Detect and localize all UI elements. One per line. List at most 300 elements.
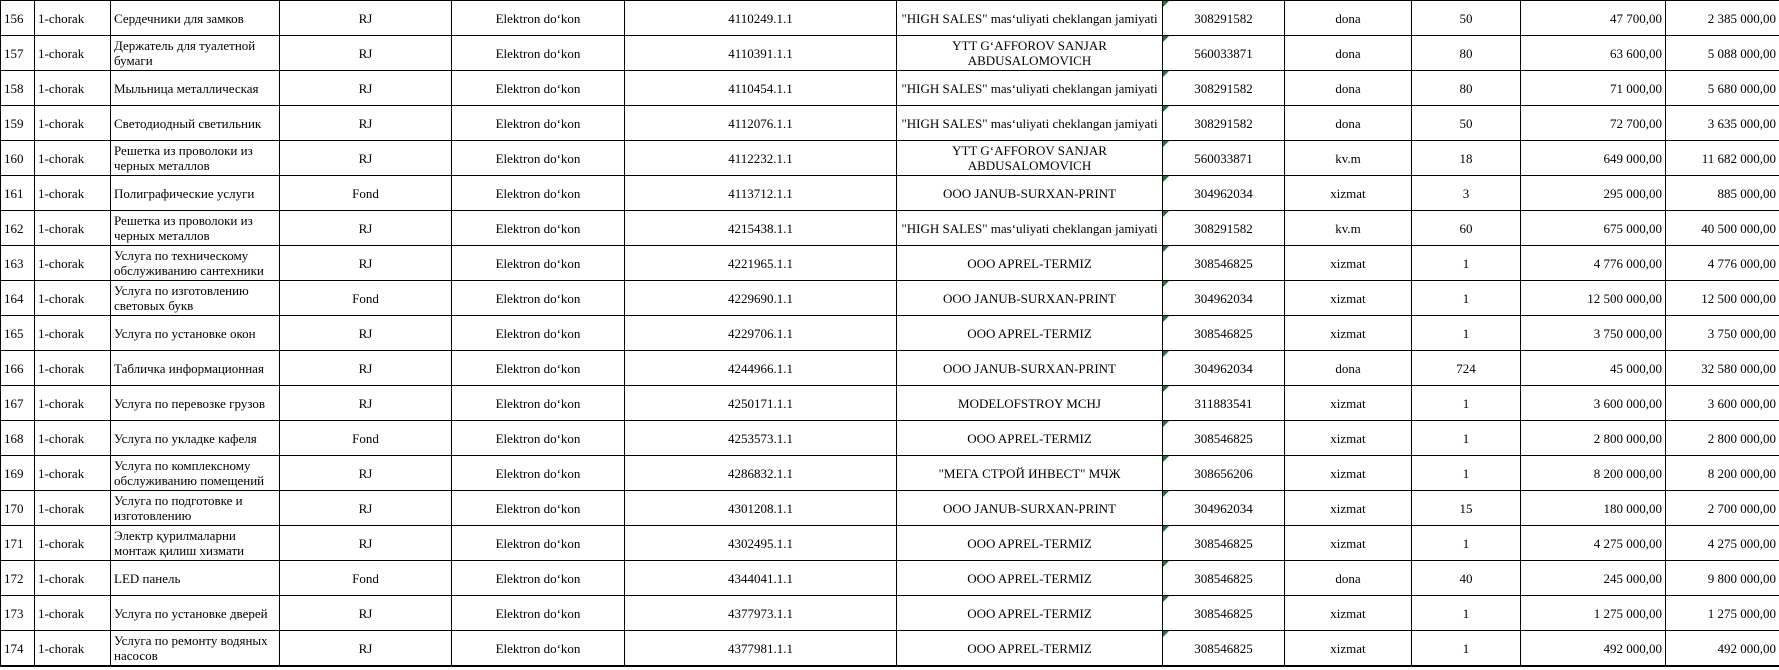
procurement-method-cell[interactable] bbox=[452, 456, 625, 491]
unit-price-cell[interactable] bbox=[1521, 456, 1666, 491]
procurement-method-text: Elektron do‘kon bbox=[495, 605, 581, 621]
total-amount-cell[interactable] bbox=[1666, 141, 1779, 176]
item-name-cell[interactable] bbox=[111, 351, 280, 386]
table-row bbox=[1, 106, 1779, 141]
item-name-cell[interactable] bbox=[111, 246, 280, 281]
supplier-cell[interactable] bbox=[897, 316, 1163, 351]
funding-source-cell[interactable] bbox=[280, 596, 452, 631]
table-row bbox=[1, 1, 1779, 36]
inn-cell[interactable] bbox=[1163, 71, 1285, 106]
unit-price-cell[interactable] bbox=[1521, 386, 1666, 421]
row-number-cell[interactable] bbox=[1, 141, 35, 176]
row-number-cell[interactable] bbox=[1, 561, 35, 596]
period-cell[interactable] bbox=[35, 421, 111, 456]
quantity-cell[interactable] bbox=[1412, 106, 1521, 141]
unit-text: xizmat bbox=[1330, 500, 1366, 516]
procurement-method-cell[interactable] bbox=[452, 281, 625, 316]
procurement-method-cell[interactable] bbox=[452, 631, 625, 666]
inn-cell[interactable] bbox=[1163, 631, 1285, 666]
contract-code-text: 4244966.1.1 bbox=[728, 360, 793, 376]
procurement-method-cell[interactable] bbox=[452, 526, 625, 561]
period-cell[interactable] bbox=[35, 491, 111, 526]
item-name-text: Услуга по перевозке грузов bbox=[114, 395, 266, 411]
funding-source-cell[interactable] bbox=[280, 631, 452, 666]
quantity-cell[interactable] bbox=[1412, 71, 1521, 106]
supplier-text: OOO APREL-TERMIZ bbox=[967, 325, 1092, 341]
contract-code-cell[interactable] bbox=[625, 71, 897, 106]
item-name-cell[interactable] bbox=[111, 281, 280, 316]
unit-price-cell[interactable] bbox=[1521, 351, 1666, 386]
unit-cell[interactable] bbox=[1285, 596, 1412, 631]
period-cell[interactable] bbox=[35, 71, 111, 106]
inn-cell[interactable] bbox=[1163, 561, 1285, 596]
unit-price-cell[interactable] bbox=[1521, 526, 1666, 561]
item-name-cell[interactable] bbox=[111, 106, 280, 141]
item-name-cell[interactable] bbox=[111, 561, 280, 596]
total-amount-cell[interactable] bbox=[1666, 351, 1779, 386]
period-text: 1-chorak bbox=[38, 570, 85, 586]
period-text: 1-chorak bbox=[38, 640, 85, 656]
cell-comment-marker-icon bbox=[1163, 526, 1169, 532]
supplier-cell[interactable] bbox=[897, 211, 1163, 246]
total-amount-cell[interactable] bbox=[1666, 36, 1779, 71]
total-amount-cell[interactable] bbox=[1666, 71, 1779, 106]
procurement-method-cell[interactable] bbox=[452, 596, 625, 631]
supplier-text: "HIGH SALES" mas‘uliyati cheklangan jamiyati bbox=[901, 10, 1158, 26]
funding-source-cell[interactable] bbox=[280, 246, 452, 281]
row-number-cell[interactable] bbox=[1, 106, 35, 141]
quantity-cell[interactable] bbox=[1412, 596, 1521, 631]
procurement-method-cell[interactable] bbox=[452, 71, 625, 106]
table-row bbox=[1, 561, 1779, 596]
procurement-method-cell[interactable] bbox=[452, 211, 625, 246]
quantity-cell[interactable] bbox=[1412, 491, 1521, 526]
quantity-cell[interactable] bbox=[1412, 386, 1521, 421]
row-number-cell[interactable] bbox=[1, 1, 35, 36]
inn-text: 308291582 bbox=[1194, 115, 1253, 131]
quantity-cell[interactable] bbox=[1412, 316, 1521, 351]
period-cell[interactable] bbox=[35, 211, 111, 246]
total-amount-cell[interactable] bbox=[1666, 631, 1779, 666]
supplier-cell[interactable] bbox=[897, 456, 1163, 491]
row-number-cell[interactable] bbox=[1, 351, 35, 386]
supplier-cell[interactable] bbox=[897, 246, 1163, 281]
cell-comment-marker-icon bbox=[1163, 561, 1169, 567]
inn-cell[interactable] bbox=[1163, 386, 1285, 421]
inn-text: 308291582 bbox=[1194, 80, 1253, 96]
funding-source-text: RJ bbox=[358, 220, 373, 236]
row-number-text: 156 bbox=[4, 10, 24, 26]
funding-source-cell[interactable] bbox=[280, 36, 452, 71]
contract-code-cell[interactable] bbox=[625, 281, 897, 316]
row-number-cell[interactable] bbox=[1, 631, 35, 666]
funding-source-cell[interactable] bbox=[280, 71, 452, 106]
unit-price-cell[interactable] bbox=[1521, 281, 1666, 316]
inn-text: 304962034 bbox=[1194, 290, 1253, 306]
period-cell[interactable] bbox=[35, 246, 111, 281]
item-name-cell[interactable] bbox=[111, 211, 280, 246]
row-number-text: 174 bbox=[4, 640, 24, 656]
quantity-cell[interactable] bbox=[1412, 631, 1521, 666]
period-cell[interactable] bbox=[35, 106, 111, 141]
total-amount-cell[interactable] bbox=[1666, 1, 1779, 36]
inn-cell[interactable] bbox=[1163, 36, 1285, 71]
contract-code-cell[interactable] bbox=[625, 631, 897, 666]
period-cell[interactable] bbox=[35, 281, 111, 316]
total-amount-cell[interactable] bbox=[1666, 561, 1779, 596]
unit-text: dona bbox=[1335, 10, 1361, 26]
inn-cell[interactable] bbox=[1163, 1, 1285, 36]
unit-cell[interactable] bbox=[1285, 421, 1412, 456]
cell-comment-marker-icon bbox=[1163, 631, 1169, 637]
procurement-method-cell[interactable] bbox=[452, 1, 625, 36]
unit-price-cell[interactable] bbox=[1521, 631, 1666, 666]
contract-code-cell[interactable] bbox=[625, 456, 897, 491]
row-number-cell[interactable] bbox=[1, 316, 35, 351]
total-amount-text: 2 800 000,00 bbox=[1707, 430, 1776, 446]
funding-source-cell[interactable] bbox=[280, 316, 452, 351]
procurement-method-cell[interactable] bbox=[452, 246, 625, 281]
unit-cell[interactable] bbox=[1285, 316, 1412, 351]
procurement-method-text: Elektron do‘kon bbox=[495, 500, 581, 516]
item-name-cell[interactable] bbox=[111, 176, 280, 211]
funding-source-cell[interactable] bbox=[280, 281, 452, 316]
contract-code-cell[interactable] bbox=[625, 106, 897, 141]
contract-code-cell[interactable] bbox=[625, 596, 897, 631]
period-cell[interactable] bbox=[35, 456, 111, 491]
inn-text: 560033871 bbox=[1194, 45, 1253, 61]
funding-source-cell[interactable] bbox=[280, 456, 452, 491]
procurement-method-cell[interactable] bbox=[452, 316, 625, 351]
unit-cell[interactable] bbox=[1285, 176, 1412, 211]
period-cell[interactable] bbox=[35, 316, 111, 351]
row-number-text: 162 bbox=[4, 220, 24, 236]
quantity-cell[interactable] bbox=[1412, 561, 1521, 596]
unit-cell[interactable] bbox=[1285, 36, 1412, 71]
contract-code-text: 4112232.1.1 bbox=[728, 150, 793, 166]
contract-code-cell[interactable] bbox=[625, 246, 897, 281]
contract-code-cell[interactable] bbox=[625, 561, 897, 596]
quantity-cell[interactable] bbox=[1412, 526, 1521, 561]
inn-cell[interactable] bbox=[1163, 596, 1285, 631]
quantity-cell[interactable] bbox=[1412, 141, 1521, 176]
funding-source-cell[interactable] bbox=[280, 526, 452, 561]
supplier-cell[interactable] bbox=[897, 561, 1163, 596]
supplier-cell[interactable] bbox=[897, 176, 1163, 211]
contract-code-cell[interactable] bbox=[625, 351, 897, 386]
inn-cell[interactable] bbox=[1163, 211, 1285, 246]
unit-price-cell[interactable] bbox=[1521, 421, 1666, 456]
quantity-cell[interactable] bbox=[1412, 281, 1521, 316]
total-amount-cell[interactable] bbox=[1666, 246, 1779, 281]
row-number-cell[interactable] bbox=[1, 281, 35, 316]
total-amount-cell[interactable] bbox=[1666, 456, 1779, 491]
row-number-cell[interactable] bbox=[1, 596, 35, 631]
contract-code-cell[interactable] bbox=[625, 176, 897, 211]
inn-cell[interactable] bbox=[1163, 491, 1285, 526]
row-number-cell[interactable] bbox=[1, 36, 35, 71]
row-number-cell[interactable] bbox=[1, 456, 35, 491]
period-cell[interactable] bbox=[35, 561, 111, 596]
table-row bbox=[1, 141, 1779, 176]
row-number-cell[interactable] bbox=[1, 211, 35, 246]
unit-cell[interactable] bbox=[1285, 351, 1412, 386]
supplier-cell[interactable] bbox=[897, 36, 1163, 71]
total-amount-cell[interactable] bbox=[1666, 491, 1779, 526]
supplier-cell[interactable] bbox=[897, 281, 1163, 316]
unit-price-text: 72 700,00 bbox=[1610, 115, 1662, 131]
period-cell[interactable] bbox=[35, 141, 111, 176]
quantity-cell[interactable] bbox=[1412, 36, 1521, 71]
unit-cell[interactable] bbox=[1285, 491, 1412, 526]
funding-source-cell[interactable] bbox=[280, 561, 452, 596]
period-text: 1-chorak bbox=[38, 605, 85, 621]
row-number-text: 168 bbox=[4, 430, 24, 446]
contract-code-text: 4110391.1.1 bbox=[728, 45, 793, 61]
period-cell[interactable] bbox=[35, 596, 111, 631]
contract-code-cell[interactable] bbox=[625, 491, 897, 526]
period-text: 1-chorak bbox=[38, 395, 85, 411]
supplier-text: "HIGH SALES" mas‘uliyati cheklangan jamiyati bbox=[901, 220, 1158, 236]
item-name-text: Светодиодный светильник bbox=[114, 115, 262, 131]
unit-price-cell[interactable] bbox=[1521, 246, 1666, 281]
total-amount-cell[interactable] bbox=[1666, 211, 1779, 246]
item-name-cell[interactable] bbox=[111, 386, 280, 421]
unit-cell[interactable] bbox=[1285, 71, 1412, 106]
unit-price-cell[interactable] bbox=[1521, 106, 1666, 141]
table-row bbox=[1, 491, 1779, 526]
row-number-cell[interactable] bbox=[1, 176, 35, 211]
funding-source-cell[interactable] bbox=[280, 421, 452, 456]
unit-price-cell[interactable] bbox=[1521, 141, 1666, 176]
row-number-cell[interactable] bbox=[1, 71, 35, 106]
contract-code-cell[interactable] bbox=[625, 36, 897, 71]
period-cell[interactable] bbox=[35, 176, 111, 211]
quantity-text: 1 bbox=[1462, 640, 1470, 656]
unit-price-cell[interactable] bbox=[1521, 176, 1666, 211]
item-name-cell[interactable] bbox=[111, 526, 280, 561]
period-text: 1-chorak bbox=[38, 115, 85, 131]
item-name-cell[interactable] bbox=[111, 456, 280, 491]
row-number-cell[interactable] bbox=[1, 246, 35, 281]
item-name-text: Электр қурилмаларни монтаж қилиш хизмати bbox=[114, 528, 245, 558]
procurement-method-cell[interactable] bbox=[452, 141, 625, 176]
total-amount-cell[interactable] bbox=[1666, 316, 1779, 351]
row-number-text: 167 bbox=[4, 395, 24, 411]
supplier-cell[interactable] bbox=[897, 71, 1163, 106]
procurement-method-cell[interactable] bbox=[452, 421, 625, 456]
funding-source-cell[interactable] bbox=[280, 1, 452, 36]
funding-source-cell[interactable] bbox=[280, 211, 452, 246]
funding-source-text: RJ bbox=[358, 325, 373, 341]
row-number-text: 158 bbox=[4, 80, 24, 96]
unit-text: dona bbox=[1335, 115, 1361, 131]
supplier-cell[interactable] bbox=[897, 631, 1163, 666]
period-cell[interactable] bbox=[35, 631, 111, 666]
unit-price-cell[interactable] bbox=[1521, 36, 1666, 71]
procurement-method-text: Elektron do‘kon bbox=[495, 465, 581, 481]
inn-cell[interactable] bbox=[1163, 141, 1285, 176]
item-name-cell[interactable] bbox=[111, 596, 280, 631]
total-amount-text: 885 000,00 bbox=[1717, 185, 1776, 201]
quantity-cell[interactable] bbox=[1412, 456, 1521, 491]
period-cell[interactable] bbox=[35, 386, 111, 421]
total-amount-text: 5 088 000,00 bbox=[1707, 45, 1776, 61]
procurement-method-text: Elektron do‘kon bbox=[495, 150, 581, 166]
unit-price-cell[interactable] bbox=[1521, 1, 1666, 36]
unit-cell[interactable] bbox=[1285, 141, 1412, 176]
quantity-cell[interactable] bbox=[1412, 176, 1521, 211]
unit-price-text: 63 600,00 bbox=[1610, 45, 1662, 61]
unit-price-cell[interactable] bbox=[1521, 316, 1666, 351]
total-amount-cell[interactable] bbox=[1666, 281, 1779, 316]
total-amount-cell[interactable] bbox=[1666, 106, 1779, 141]
supplier-cell[interactable] bbox=[897, 106, 1163, 141]
inn-cell[interactable] bbox=[1163, 456, 1285, 491]
supplier-text: OOO JANUB-SURXAN-PRINT bbox=[943, 290, 1116, 306]
unit-cell[interactable] bbox=[1285, 456, 1412, 491]
procurement-method-cell[interactable] bbox=[452, 561, 625, 596]
contract-code-text: 4286832.1.1 bbox=[728, 465, 793, 481]
table-row bbox=[1, 526, 1779, 561]
total-amount-cell[interactable] bbox=[1666, 176, 1779, 211]
total-amount-text: 5 680 000,00 bbox=[1707, 80, 1776, 96]
item-name-cell[interactable] bbox=[111, 1, 280, 36]
unit-cell[interactable] bbox=[1285, 211, 1412, 246]
item-name-text: Полиграфические услуги bbox=[114, 185, 255, 201]
procurement-method-cell[interactable] bbox=[452, 491, 625, 526]
supplier-cell[interactable] bbox=[897, 1, 1163, 36]
supplier-text: YTT G‘AFFOROV SANJAR ABDUSALOMOVICH bbox=[952, 143, 1107, 173]
unit-price-cell[interactable] bbox=[1521, 561, 1666, 596]
total-amount-cell[interactable] bbox=[1666, 596, 1779, 631]
funding-source-cell[interactable] bbox=[280, 491, 452, 526]
item-name-cell[interactable] bbox=[111, 421, 280, 456]
quantity-cell[interactable] bbox=[1412, 211, 1521, 246]
period-text: 1-chorak bbox=[38, 290, 85, 306]
supplier-cell[interactable] bbox=[897, 421, 1163, 456]
procurement-method-cell[interactable] bbox=[452, 386, 625, 421]
contract-code-cell[interactable] bbox=[625, 421, 897, 456]
supplier-cell[interactable] bbox=[897, 526, 1163, 561]
inn-cell[interactable] bbox=[1163, 316, 1285, 351]
period-cell[interactable] bbox=[35, 1, 111, 36]
funding-source-cell[interactable] bbox=[280, 386, 452, 421]
unit-price-cell[interactable] bbox=[1521, 596, 1666, 631]
contract-code-cell[interactable] bbox=[625, 316, 897, 351]
total-amount-cell[interactable] bbox=[1666, 526, 1779, 561]
funding-source-cell[interactable] bbox=[280, 176, 452, 211]
unit-cell[interactable] bbox=[1285, 631, 1412, 666]
row-number-cell[interactable] bbox=[1, 421, 35, 456]
item-name-cell[interactable] bbox=[111, 141, 280, 176]
contract-code-cell[interactable] bbox=[625, 526, 897, 561]
inn-cell[interactable] bbox=[1163, 526, 1285, 561]
contract-code-cell[interactable] bbox=[625, 386, 897, 421]
item-name-cell[interactable] bbox=[111, 36, 280, 71]
inn-cell[interactable] bbox=[1163, 246, 1285, 281]
supplier-cell[interactable] bbox=[897, 596, 1163, 631]
procurement-method-cell[interactable] bbox=[452, 36, 625, 71]
row-number-cell[interactable] bbox=[1, 386, 35, 421]
unit-price-text: 295 000,00 bbox=[1603, 185, 1662, 201]
unit-cell[interactable] bbox=[1285, 281, 1412, 316]
table-row bbox=[1, 596, 1779, 631]
item-name-cell[interactable] bbox=[111, 491, 280, 526]
unit-cell[interactable] bbox=[1285, 561, 1412, 596]
row-number-cell[interactable] bbox=[1, 491, 35, 526]
item-name-text: Услуга по ремонту водяных насосов bbox=[114, 633, 268, 663]
total-amount-text: 11 682 000,00 bbox=[1701, 150, 1776, 166]
unit-price-cell[interactable] bbox=[1521, 211, 1666, 246]
unit-cell[interactable] bbox=[1285, 246, 1412, 281]
quantity-cell[interactable] bbox=[1412, 1, 1521, 36]
funding-source-cell[interactable] bbox=[280, 106, 452, 141]
item-name-cell[interactable] bbox=[111, 71, 280, 106]
quantity-cell[interactable] bbox=[1412, 421, 1521, 456]
cell-comment-marker-icon bbox=[1163, 456, 1169, 462]
quantity-cell[interactable] bbox=[1412, 246, 1521, 281]
unit-cell[interactable] bbox=[1285, 1, 1412, 36]
contract-code-text: 4113712.1.1 bbox=[728, 185, 793, 201]
period-cell[interactable] bbox=[35, 36, 111, 71]
procurement-method-cell[interactable] bbox=[452, 176, 625, 211]
unit-price-cell[interactable] bbox=[1521, 491, 1666, 526]
funding-source-text: RJ bbox=[358, 465, 373, 481]
unit-cell[interactable] bbox=[1285, 526, 1412, 561]
funding-source-cell[interactable] bbox=[280, 141, 452, 176]
item-name-cell[interactable] bbox=[111, 631, 280, 666]
cell-comment-marker-icon bbox=[1163, 316, 1169, 322]
total-amount-cell[interactable] bbox=[1666, 386, 1779, 421]
quantity-cell[interactable] bbox=[1412, 351, 1521, 386]
supplier-cell[interactable] bbox=[897, 351, 1163, 386]
period-cell[interactable] bbox=[35, 526, 111, 561]
unit-price-cell[interactable] bbox=[1521, 71, 1666, 106]
table-row bbox=[1, 351, 1779, 386]
contract-code-cell[interactable] bbox=[625, 141, 897, 176]
supplier-cell[interactable] bbox=[897, 491, 1163, 526]
total-amount-cell[interactable] bbox=[1666, 421, 1779, 456]
item-name-text: Услуга по комплексному обслуживанию помещений bbox=[114, 458, 265, 488]
supplier-cell[interactable] bbox=[897, 141, 1163, 176]
row-number-text: 172 bbox=[4, 570, 24, 586]
contract-code-cell[interactable] bbox=[625, 1, 897, 36]
inn-cell[interactable] bbox=[1163, 106, 1285, 141]
contract-code-cell[interactable] bbox=[625, 211, 897, 246]
period-text: 1-chorak bbox=[38, 150, 85, 166]
funding-source-cell[interactable] bbox=[280, 351, 452, 386]
contract-code-text: 4110249.1.1 bbox=[728, 10, 793, 26]
row-number-text: 170 bbox=[4, 500, 24, 516]
inn-cell[interactable] bbox=[1163, 176, 1285, 211]
unit-text: xizmat bbox=[1330, 290, 1366, 306]
row-number-cell[interactable] bbox=[1, 526, 35, 561]
contract-code-text: 4301208.1.1 bbox=[728, 500, 793, 516]
inn-cell[interactable] bbox=[1163, 351, 1285, 386]
item-name-cell[interactable] bbox=[111, 316, 280, 351]
unit-cell[interactable] bbox=[1285, 106, 1412, 141]
unit-cell[interactable] bbox=[1285, 386, 1412, 421]
procurement-method-cell[interactable] bbox=[452, 351, 625, 386]
inn-cell[interactable] bbox=[1163, 281, 1285, 316]
period-cell[interactable] bbox=[35, 351, 111, 386]
inn-cell[interactable] bbox=[1163, 421, 1285, 456]
supplier-cell[interactable] bbox=[897, 386, 1163, 421]
period-text: 1-chorak bbox=[38, 255, 85, 271]
procurement-method-text: Elektron do‘kon bbox=[495, 255, 581, 271]
procurement-method-cell[interactable] bbox=[452, 106, 625, 141]
